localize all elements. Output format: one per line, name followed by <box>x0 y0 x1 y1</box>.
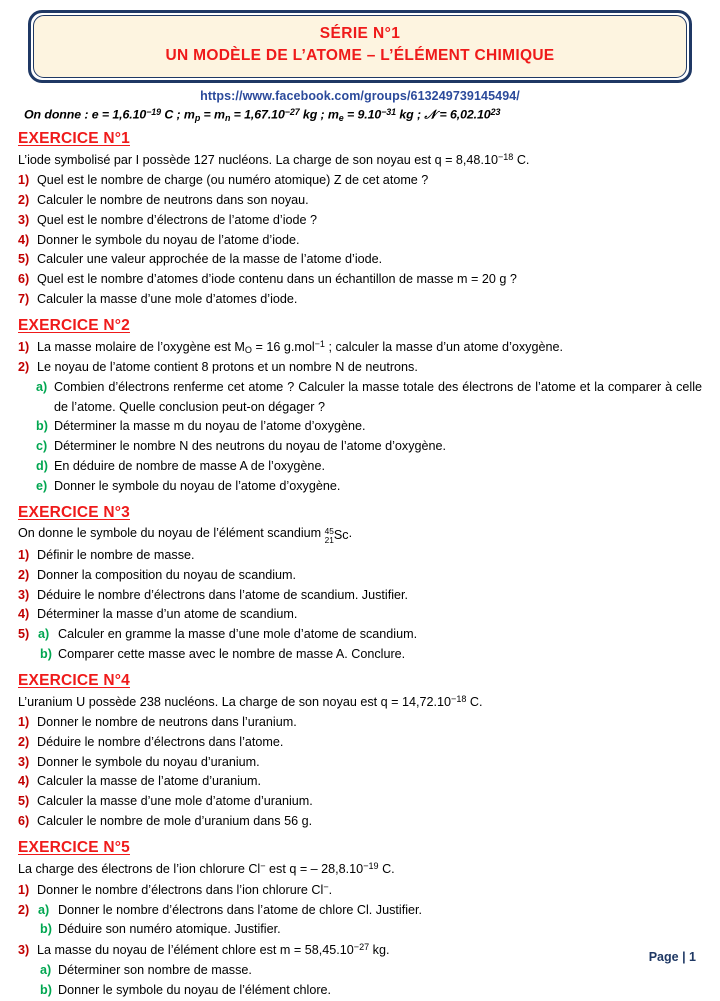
page-number-footer: Page | 1 <box>648 950 696 964</box>
sub-question-letter: b) <box>40 982 52 997</box>
ex2-q1-part-c: ; calculer la masse d’un atome d’oxygène. <box>324 339 563 354</box>
sub-question-text: En déduire de nombre de masse A de l’oxygène. <box>54 459 325 474</box>
sub-question-item <box>18 477 702 497</box>
question-number: 5) <box>18 627 30 642</box>
sub-question-text: Donner le symbole du noyau de l’élément chlore. <box>58 982 332 997</box>
question-item <box>18 250 702 270</box>
question-text: Quel est le nombre d’atomes d’iode contenu dans un échantillon de masse m = 20 g ? <box>37 272 517 287</box>
question-number: 1) <box>18 714 30 729</box>
constants-mid-3: = 1,67.10 <box>230 107 285 122</box>
sub-question-letter: d) <box>36 459 48 474</box>
question-item <box>18 171 702 191</box>
question-text <box>37 940 702 961</box>
sub-question-letter: b) <box>40 922 52 937</box>
exercise-5-intro-c: C. <box>378 861 395 876</box>
sub-question-item <box>18 645 702 665</box>
sub-question-item <box>18 417 702 437</box>
ex5-q1-part-b: . <box>328 882 333 897</box>
exercise-5-heading: EXERCICE N°5 <box>18 839 130 857</box>
constants-exp-e: −19 <box>146 106 162 117</box>
question-item <box>18 772 702 792</box>
sub-question-item <box>18 920 702 940</box>
question-text: Calculer la masse d’une mole d’atome d’uranium. <box>37 794 313 809</box>
question-number: 5) <box>18 794 30 809</box>
question-number: 4) <box>18 232 30 247</box>
question-item <box>18 546 702 566</box>
question-number: 1) <box>18 547 30 562</box>
question-text: Calculer une valeur approchée de la masse de l’atome d’iode. <box>37 252 383 267</box>
constants-mid-2: = m <box>200 107 225 122</box>
question-number: 2) <box>18 359 30 374</box>
isotope-element-symbol: Sc <box>333 527 349 542</box>
exercise-1-intro-b: C. <box>513 152 530 167</box>
question-text: Déduire le nombre d’électrons dans l’atome de scandium. Justifier. <box>37 587 409 602</box>
exercise-1-heading: EXERCICE N°1 <box>18 130 130 148</box>
sub-question-text: Combien d’électrons renferme cet atome ? Calculer la masse totale des électrons de l’atome et la comparer à celle de l’atome. Quelle conclusion peut-on dégager ? <box>54 379 702 414</box>
question-number: 6) <box>18 814 30 829</box>
sub-question-text: Comparer cette masse avec le nombre de masse A. Conclure. <box>58 647 406 662</box>
exercise-1-intro-a: L’iode symbolisé par I possède 127 nucléons. La charge de son noyau est q = 8,48.10 <box>18 152 498 167</box>
question-item <box>18 605 702 625</box>
title-banner-inner <box>33 15 687 78</box>
question-item <box>18 880 702 901</box>
sub-question-letter: a) <box>38 627 50 642</box>
exercise-4-intro-exponent: −18 <box>451 694 467 705</box>
question-number: 3) <box>18 754 30 769</box>
exercise-1-intro-exponent: −18 <box>497 152 514 163</box>
sub-question-item <box>18 378 702 418</box>
question-item <box>18 211 702 231</box>
question-number: 2) <box>18 902 30 917</box>
exercise-5-intro <box>18 859 702 880</box>
question-text: Calculer le nombre de neutrons dans son noyau. <box>37 192 309 207</box>
question-text: Déduire le nombre d’électrons dans l’atome. <box>37 734 284 749</box>
question-number: 6) <box>18 272 30 287</box>
question-item <box>18 566 702 586</box>
question-number: 1) <box>18 882 30 897</box>
exercise-4-intro-a: L’uranium U possède 238 nucléons. La charge de son noyau est q = 14,72.10 <box>18 694 452 709</box>
ex5-q1-ion-superscript: − <box>323 881 329 892</box>
sub-question-text: Déduire son numéro atomique. Justifier. <box>58 922 281 937</box>
question-text: Quel est le nombre de charge (ou numéro atomique) Z de cet atome ? <box>37 172 429 187</box>
title-banner <box>28 10 692 83</box>
ex2-q1-subscript: O <box>244 345 252 356</box>
constants-sub-e: e <box>338 113 344 124</box>
series-title: SÉRIE N°1 <box>319 25 401 42</box>
question-text: Calculer la masse d’une mole d’atomes d’iode. <box>37 292 298 307</box>
sub-question-text: Déterminer le nombre N des neutrons du noyau de l’atome d’oxygène. <box>54 439 447 454</box>
isotope-numbers <box>325 527 334 544</box>
constants-mid-7: = 6,02.10 <box>436 107 491 122</box>
question-item <box>18 290 702 310</box>
question-text: Donner le symbole du noyau d’uranium. <box>37 754 260 769</box>
question-number: 3) <box>18 212 30 227</box>
exercise-1-intro <box>18 150 702 171</box>
constants-exp-na: 23 <box>490 106 501 117</box>
sub-question-item <box>18 457 702 477</box>
question-text: Déterminer la masse d’un atome de scandium. <box>37 607 298 622</box>
question-text <box>37 337 702 358</box>
constants-exp-me: −31 <box>381 106 397 117</box>
ex5-q3-part-a: La masse du noyau de l’élément chlore est m = 58,45.10 <box>37 943 354 958</box>
isotope-atomic-number: 21 <box>324 534 334 545</box>
question-number: 2) <box>18 567 30 582</box>
question-item <box>18 901 702 921</box>
constants-mid-6: kg ; <box>396 107 425 122</box>
question-item <box>18 191 702 211</box>
constants-prefix: On donne : e = 1,6.10 <box>24 107 147 122</box>
question-number: 1) <box>18 172 30 187</box>
question-text: Quel est le nombre d’électrons de l’atome d’iode ? <box>37 212 318 227</box>
sub-question-item <box>18 981 702 1001</box>
question-item <box>18 231 702 251</box>
ex5-q3-part-b: kg. <box>369 943 390 958</box>
question-item <box>18 753 702 773</box>
exercise-3-intro-b: . <box>348 526 353 540</box>
constants-mid-4: kg ; m <box>299 107 339 122</box>
sub-question-letter: b) <box>36 419 48 434</box>
ex5-q1-part-a: Donner le nombre d’électrons dans l’ion chlorure Cl <box>37 882 324 897</box>
ex5-q3-exponent: −27 <box>353 942 370 953</box>
avogadro-symbol: 𝒩 <box>424 107 437 122</box>
sub-question-item <box>18 437 702 457</box>
constants-mid-5: = 9.10 <box>343 107 382 122</box>
exercise-3-heading: EXERCICE N°3 <box>18 504 130 521</box>
sub-question-letter: a) <box>40 962 52 977</box>
isotope-mass-number: 45 <box>324 526 334 537</box>
sub-question-text: Donner le symbole du noyau de l’atome d’oxygène. <box>54 479 341 494</box>
ex2-q1-part-b: = 16 g.mol <box>251 339 315 354</box>
exercise-4-intro <box>18 692 702 713</box>
ex2-q1-exponent: −1 <box>314 339 325 350</box>
exercise-3-intro-a: On donne le symbole du noyau de l’élément scandium <box>18 526 325 540</box>
question-text: Donner la composition du noyau de scandium. <box>37 567 297 582</box>
constants-mid-1: C ; m <box>161 107 195 122</box>
sub-question-text: Calculer en gramme la masse d’une mole d’atome de scandium. <box>58 627 418 642</box>
given-constants-line <box>24 107 702 123</box>
series-subtitle: UN MODÈLE DE L’ATOME – L’ÉLÉMENT CHIMIQUE <box>165 47 555 65</box>
question-item <box>18 358 702 378</box>
question-item <box>18 337 702 358</box>
question-item <box>18 586 702 606</box>
question-number: 5) <box>18 252 30 267</box>
exercise-4-heading: EXERCICE N°4 <box>18 672 130 690</box>
question-number: 4) <box>18 774 30 789</box>
question-text: Donner le nombre de neutrons dans l’uranium. <box>37 714 297 729</box>
question-number: 1) <box>18 339 30 354</box>
question-item <box>18 713 702 733</box>
exercise-5-intro-exponent: −19 <box>363 861 379 872</box>
question-number: 2) <box>18 192 30 207</box>
question-item <box>18 792 702 812</box>
constants-sub-p: p <box>194 113 201 124</box>
exercise-4-intro-b: C. <box>466 694 483 709</box>
exercise-5-intro-b: est q = – 28,8.10 <box>265 861 364 876</box>
exercise-2-heading: EXERCICE N°2 <box>18 317 130 335</box>
question-text: Définir le nombre de masse. <box>37 547 195 562</box>
constants-exp-mp: −27 <box>284 106 300 117</box>
sub-question-letter: c) <box>36 439 48 454</box>
question-item <box>18 940 702 961</box>
question-text: Le noyau de l’atome contient 8 protons et un nombre N de neutrons. <box>37 359 418 374</box>
question-text: Donner le symbole du noyau de l’atome d’iode. <box>37 232 300 247</box>
sub-question-letter: a) <box>36 379 48 394</box>
sub-question-letter: b) <box>40 647 52 662</box>
constants-sub-n: n <box>224 113 231 124</box>
question-item <box>18 270 702 290</box>
sub-question-text: Donner le nombre d’électrons dans l’atome de chlore Cl. Justifier. <box>58 902 423 917</box>
question-number: 4) <box>18 607 30 622</box>
question-number: 3) <box>18 587 30 602</box>
sub-question-letter: a) <box>38 902 50 917</box>
question-number: 2) <box>18 734 30 749</box>
exercise-3-intro <box>18 524 702 546</box>
chloride-ion-charge-superscript: − <box>260 861 266 872</box>
sub-question-text: Déterminer la masse m du noyau de l’atome d’oxygène. <box>54 419 366 434</box>
question-text: Calculer la masse de l’atome d’uranium. <box>37 774 261 789</box>
isotope-notation-scandium <box>325 526 349 546</box>
question-item <box>18 625 702 645</box>
exercise-5-intro-a: La charge des électrons de l’ion chlorure Cl <box>18 861 261 876</box>
question-item <box>18 733 702 753</box>
sub-question-letter: e) <box>36 479 48 494</box>
question-number: 3) <box>18 943 30 958</box>
sub-question-text: Déterminer son nombre de masse. <box>58 962 252 977</box>
question-text: Calculer le nombre de mole d’uranium dans 56 g. <box>37 814 313 829</box>
question-item <box>18 812 702 832</box>
ex2-q1-part-a: La masse molaire de l’oxygène est M <box>37 339 245 354</box>
question-number: 7) <box>18 292 30 307</box>
question-text <box>37 880 702 901</box>
sub-question-item <box>18 961 702 981</box>
facebook-group-link[interactable]: https://www.facebook.com/groups/613249739145494/ <box>200 88 520 103</box>
